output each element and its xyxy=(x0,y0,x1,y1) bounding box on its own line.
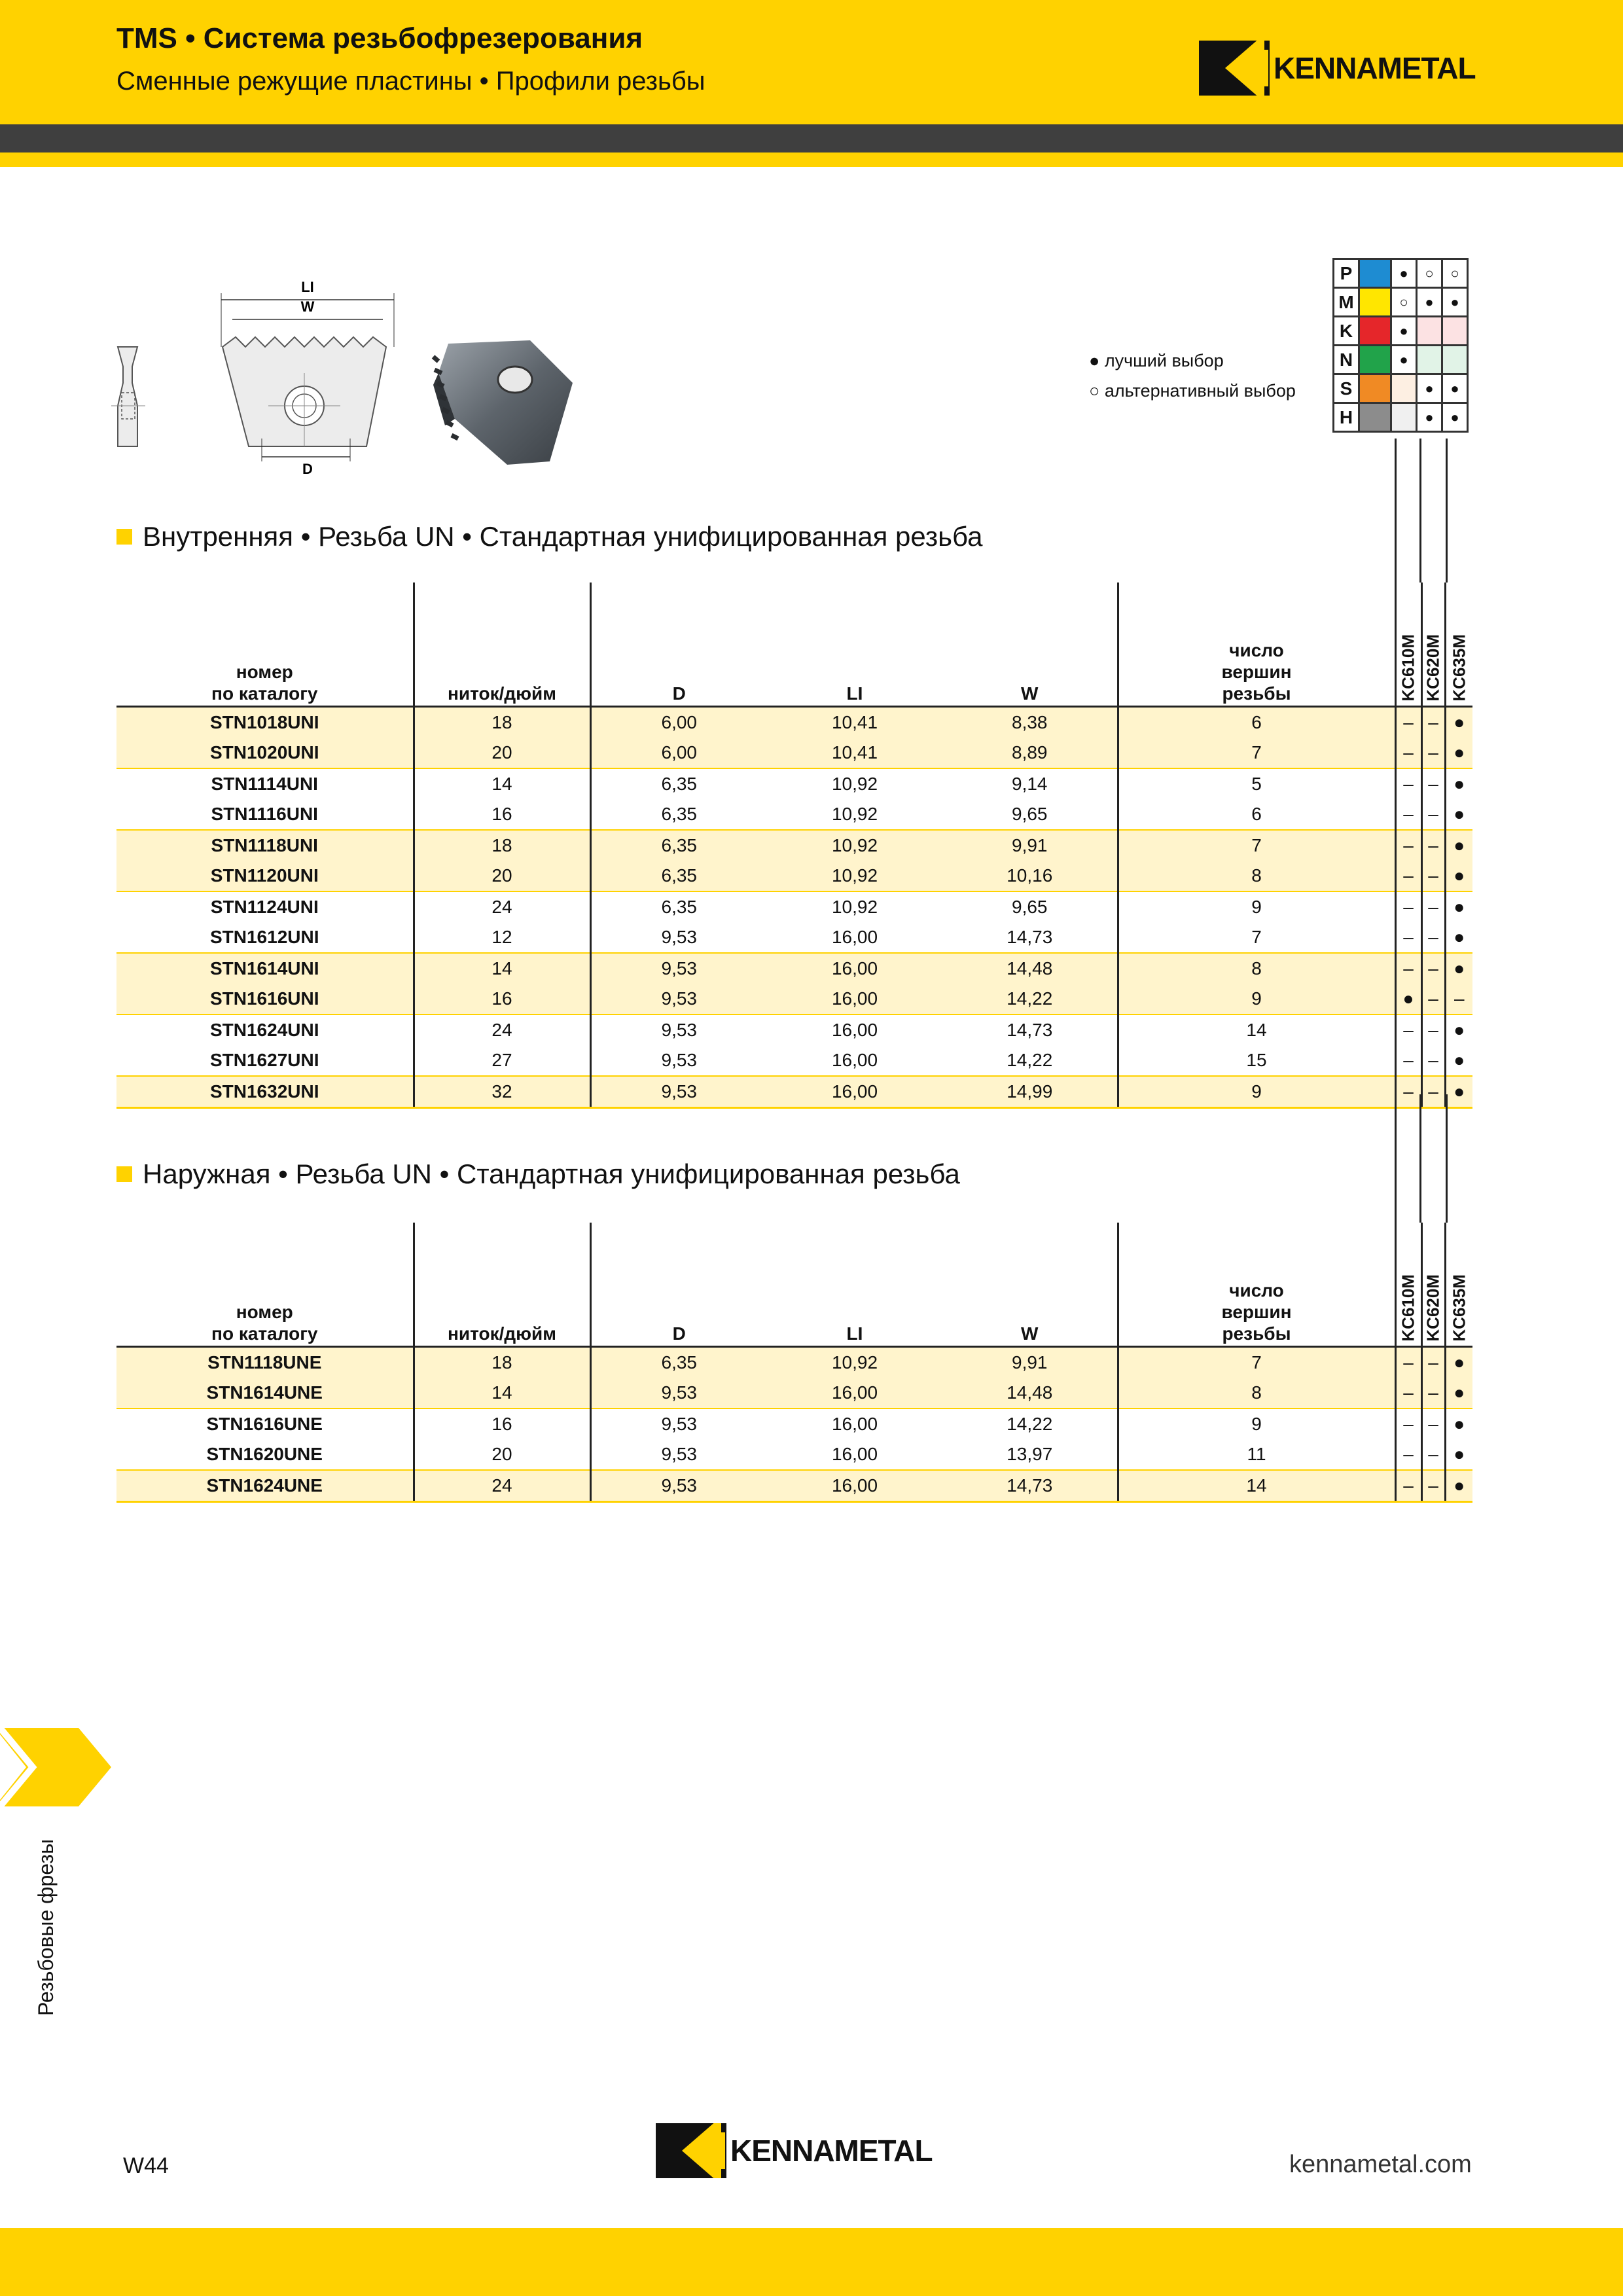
header-yellow-stripe xyxy=(0,152,1623,167)
grade-kc620m: – xyxy=(1421,984,1445,1014)
teeth-count: 9 xyxy=(1118,984,1395,1014)
w-value: 14,22 xyxy=(1007,1414,1053,1434)
material-row xyxy=(1334,317,1468,346)
threads-per-inch: 14 xyxy=(414,953,590,984)
grade-kc635m: ● xyxy=(1445,830,1472,861)
grade-kc620m: – xyxy=(1421,830,1445,861)
col-teeth-line3: резьбы xyxy=(1222,683,1291,704)
material-row xyxy=(1334,403,1468,432)
catalog-number: STN1124UNI xyxy=(210,897,319,917)
col-header-kc635m: KC635M xyxy=(1445,1223,1472,1347)
grade-kc635m: – xyxy=(1445,984,1472,1014)
table-row xyxy=(116,1014,1472,1045)
legend xyxy=(1089,346,1296,406)
table-row xyxy=(116,1378,1472,1408)
grade-kc635m: ● xyxy=(1445,891,1472,922)
grade-kc635m: ● xyxy=(1445,1378,1472,1408)
website-link[interactable]: kennametal.com xyxy=(1289,2151,1472,2178)
grade-kc635m: ● xyxy=(1445,861,1472,891)
d-value: 9,53 xyxy=(590,1439,767,1470)
catalog-number: STN1116UNI xyxy=(116,799,414,830)
table-row xyxy=(116,1347,1472,1378)
d-value: 9,53 xyxy=(590,1470,767,1502)
table-row xyxy=(116,738,1472,768)
col-header-kc635m: KC635M xyxy=(1445,583,1472,707)
yellow-square-icon xyxy=(116,529,132,545)
grade-kc610m: – xyxy=(1395,1076,1421,1108)
filled-dot-icon: ● xyxy=(1089,351,1105,370)
catalog-number: STN1632UNI xyxy=(116,1076,414,1108)
legend-best-label: лучший выбор xyxy=(1104,351,1224,370)
threads-per-inch: 16 xyxy=(414,984,590,1014)
li-value: 10,92 xyxy=(767,799,942,830)
li-value: 10,92 xyxy=(767,861,942,891)
grade-kc635m: ● xyxy=(1445,953,1472,984)
col-header-w: W xyxy=(942,1223,1118,1347)
d-value: 6,35 xyxy=(590,891,767,922)
w-value: 13,97 xyxy=(942,1439,1118,1470)
catalog-number: STN1118UNE xyxy=(116,1347,414,1378)
col-header-d: D xyxy=(590,1223,767,1347)
teeth-count: 7 xyxy=(1118,738,1395,768)
material-color-swatch xyxy=(1359,259,1391,288)
grade-kc620m: – xyxy=(1421,1045,1445,1076)
grade-kc610m: – xyxy=(1395,830,1421,861)
grade-kc610m: – xyxy=(1395,1408,1421,1439)
w-value: 9,65 xyxy=(942,799,1118,830)
col-header-tpi: ниток/дюйм xyxy=(414,583,590,707)
material-grade-mark: ● xyxy=(1442,288,1468,317)
li-value: 10,92 xyxy=(767,1347,942,1378)
catalog-number: STN1614UNE xyxy=(116,1378,414,1408)
li-value: 10,41 xyxy=(767,738,942,768)
catalog-number: STN1616UNI xyxy=(116,984,414,1014)
d-value: 6,35 xyxy=(590,830,767,861)
li-value: 16,00 xyxy=(767,1378,942,1408)
col-header-teeth xyxy=(1118,583,1395,707)
material-color-swatch xyxy=(1359,317,1391,346)
grade-divider-line xyxy=(1419,1094,1421,1223)
table-row xyxy=(116,799,1472,830)
material-row xyxy=(1334,346,1468,374)
teeth-count: 8 xyxy=(1118,1378,1395,1408)
grade-kc635m: ● xyxy=(1445,1470,1472,1502)
grade-divider-line xyxy=(1395,439,1397,583)
table-row xyxy=(116,891,1472,922)
grade-kc610m: – xyxy=(1395,1378,1421,1408)
table-row xyxy=(116,707,1472,738)
material-code: M xyxy=(1334,288,1359,317)
section-tab-arrow-icon[interactable] xyxy=(0,1728,111,1806)
material-row xyxy=(1334,259,1468,288)
material-code: K xyxy=(1334,317,1359,346)
footer-logo-text: KENNAMETAL xyxy=(730,2134,933,2168)
insert-side-view-drawing xyxy=(111,347,145,446)
li-value: 10,41 xyxy=(767,707,942,738)
threads-per-inch: 16 xyxy=(414,799,590,830)
table-row xyxy=(116,768,1472,799)
legend-alt-label: альтернативный выбор xyxy=(1104,381,1296,401)
d-value: 6,00 xyxy=(590,738,767,768)
col-teeth-line2: вершин xyxy=(1221,1302,1292,1322)
threads-per-inch: 20 xyxy=(414,738,590,768)
grade-kc635m: ● xyxy=(1445,1408,1472,1439)
teeth-count: 14 xyxy=(1118,1470,1395,1502)
teeth-count: 9 xyxy=(1118,1408,1395,1439)
col-header-d: D xyxy=(590,583,767,707)
col-teeth-line1: число xyxy=(1229,1280,1284,1300)
w-value: 8,89 xyxy=(942,738,1118,768)
material-matrix xyxy=(1332,258,1469,433)
col-teeth-line2: вершин xyxy=(1221,662,1292,682)
d-value: 6,35 xyxy=(590,768,767,799)
table-row xyxy=(116,861,1472,891)
grade-kc620m: – xyxy=(1421,1347,1445,1378)
li-value: 16,00 xyxy=(767,953,942,984)
material-grade-mark: ○ xyxy=(1442,259,1468,288)
open-dot-icon: ○ xyxy=(1089,381,1105,401)
d-value: 9,53 xyxy=(590,1045,767,1076)
yellow-square-icon xyxy=(116,1166,132,1182)
li-value: 16,00 xyxy=(767,1045,942,1076)
material-code: P xyxy=(1334,259,1359,288)
catalog-number: STN1118UNI xyxy=(116,830,414,861)
col-catalog-line2: по каталогу xyxy=(211,683,318,704)
catalog-number: STN1624UNE xyxy=(116,1470,414,1502)
material-grade-mark xyxy=(1442,346,1468,374)
d-value: 9,53 xyxy=(590,922,767,953)
li-value: 16,00 xyxy=(767,1470,942,1502)
threads-per-inch: 24 xyxy=(414,1470,590,1502)
grade-kc610m: ● xyxy=(1395,984,1421,1014)
teeth-count: 9 xyxy=(1118,1076,1395,1108)
grade-kc620m: – xyxy=(1421,891,1445,922)
external-table xyxy=(116,1223,1472,1503)
material-grade-mark: ● xyxy=(1442,374,1468,403)
w-value: 14,73 xyxy=(942,1470,1118,1502)
w-value: 8,38 xyxy=(942,707,1118,738)
grade-divider-line xyxy=(1395,1094,1397,1223)
w-value: 9,91 xyxy=(942,1347,1118,1378)
material-row xyxy=(1334,288,1468,317)
teeth-count: 7 xyxy=(1118,1347,1395,1378)
table-row xyxy=(116,1045,1472,1076)
grade-kc620m: – xyxy=(1421,1378,1445,1408)
w-value: 9,14 xyxy=(1012,774,1048,794)
threads-per-inch: 27 xyxy=(414,1045,590,1076)
teeth-count: 6 xyxy=(1118,799,1395,830)
grade-kc635m: ● xyxy=(1445,1076,1472,1108)
table-row xyxy=(116,1470,1472,1502)
table-row xyxy=(116,984,1472,1014)
d-value: 9,53 xyxy=(590,984,767,1014)
grade-divider-line xyxy=(1446,1094,1448,1223)
li-value: 10,92 xyxy=(831,897,878,917)
catalog-number: STN1620UNE xyxy=(116,1439,414,1470)
d-value: 6,00 xyxy=(590,707,767,738)
footer-kennametal-logo[interactable] xyxy=(656,2123,933,2178)
internal-table xyxy=(116,583,1472,1109)
material-grade-mark xyxy=(1391,403,1417,432)
material-grade-mark xyxy=(1417,346,1442,374)
threads-per-inch: 24 xyxy=(414,1014,590,1045)
col-header-li: LI xyxy=(767,583,942,707)
grade-kc610m: – xyxy=(1395,799,1421,830)
grade-kc610m: – xyxy=(1395,1347,1421,1378)
grade-kc610m: – xyxy=(1395,1439,1421,1470)
col-header-w: W xyxy=(942,583,1118,707)
grade-kc635m: ● xyxy=(1445,799,1472,830)
col-header-kc610m: KC610M xyxy=(1395,1223,1421,1347)
dim-d-label: D xyxy=(302,461,313,477)
teeth-count: 5 xyxy=(1118,768,1395,799)
teeth-count: 8 xyxy=(1118,861,1395,891)
teeth-count: 8 xyxy=(1118,953,1395,984)
grade-kc620m: – xyxy=(1421,707,1445,738)
page-subtitle: Сменные режущие пластины • Профили резьбы xyxy=(116,67,705,96)
threads-per-inch: 18 xyxy=(414,830,590,861)
teeth-count: 6 xyxy=(1118,707,1395,738)
kennametal-logo[interactable] xyxy=(1199,41,1476,96)
w-value: 10,16 xyxy=(942,861,1118,891)
material-color-swatch xyxy=(1359,403,1391,432)
grade-divider-line xyxy=(1446,439,1448,583)
teeth-count: 7 xyxy=(1118,922,1395,953)
material-grade-mark xyxy=(1442,317,1468,346)
threads-per-inch: 18 xyxy=(414,707,590,738)
insert-drawings xyxy=(111,275,596,478)
grade-kc635m: ● xyxy=(1445,707,1472,738)
material-code: N xyxy=(1334,346,1359,374)
d-value: 9,53 xyxy=(590,1408,767,1439)
col-header-kc610m: KC610M xyxy=(1395,583,1421,707)
grade-kc635m: ● xyxy=(1445,1014,1472,1045)
table-row xyxy=(116,922,1472,953)
teeth-count: 11 xyxy=(1118,1439,1395,1470)
col-catalog-line2: по каталогу xyxy=(211,1323,318,1344)
grade-kc635m: ● xyxy=(1445,738,1472,768)
col-header-teeth xyxy=(1118,1223,1395,1347)
col-header-li: LI xyxy=(767,1223,942,1347)
w-value: 14,73 xyxy=(1007,1020,1053,1040)
grade-kc620m: – xyxy=(1421,1470,1445,1502)
w-value: 9,65 xyxy=(1012,897,1048,917)
material-row xyxy=(1334,374,1468,403)
d-value: 9,53 xyxy=(590,1014,767,1045)
grade-kc620m: – xyxy=(1421,922,1445,953)
d-value: 6,35 xyxy=(590,1347,767,1378)
logo-text: KENNAMETAL xyxy=(1274,51,1476,85)
w-value: 9,91 xyxy=(942,830,1118,861)
col-teeth-line1: число xyxy=(1229,640,1284,660)
insert-3d-image xyxy=(433,340,573,465)
page-title: TMS • Система резьбофрезерования xyxy=(116,22,643,54)
material-grade-mark: ● xyxy=(1417,403,1442,432)
material-grade-mark: ● xyxy=(1417,374,1442,403)
w-value: 14,22 xyxy=(942,1045,1118,1076)
catalog-number: STN1614UNI xyxy=(116,953,414,984)
d-value: 6,35 xyxy=(590,861,767,891)
catalog-number: STN1612UNI xyxy=(116,922,414,953)
col-header-kc620m: KC620M xyxy=(1421,1223,1445,1347)
grade-kc620m: – xyxy=(1421,861,1445,891)
d-value: 9,53 xyxy=(590,1378,767,1408)
catalog-number: STN1114UNI xyxy=(211,774,318,794)
section-title-internal: Внутренняя • Резьба UN • Стандартная унифицированная резьба xyxy=(143,521,983,552)
col-header-catalog xyxy=(116,1223,414,1347)
material-grade-mark: ● xyxy=(1391,317,1417,346)
grade-kc635m: ● xyxy=(1445,1045,1472,1076)
grade-kc620m: – xyxy=(1421,1408,1445,1439)
header-dark-stripe xyxy=(0,124,1623,152)
w-value: 14,48 xyxy=(942,953,1118,984)
material-grade-mark: ● xyxy=(1391,346,1417,374)
grade-kc620m: – xyxy=(1421,1014,1445,1045)
catalog-number: STN1616UNE xyxy=(206,1414,323,1434)
col-catalog-line1: номер xyxy=(236,662,293,682)
li-value: 10,92 xyxy=(831,774,878,794)
grade-kc620m: – xyxy=(1421,738,1445,768)
dim-w-label: W xyxy=(300,298,315,315)
teeth-count: 7 xyxy=(1118,830,1395,861)
material-color-swatch xyxy=(1359,288,1391,317)
legend-best xyxy=(1089,346,1296,376)
material-code: S xyxy=(1334,374,1359,403)
table-row xyxy=(116,830,1472,861)
d-value: 6,35 xyxy=(590,799,767,830)
threads-per-inch: 20 xyxy=(414,861,590,891)
grade-divider-line xyxy=(1419,439,1421,583)
grade-kc610m: – xyxy=(1395,891,1421,922)
threads-per-inch: 14 xyxy=(414,768,590,799)
li-value: 16,00 xyxy=(831,1414,878,1434)
w-value: 14,22 xyxy=(942,984,1118,1014)
w-value: 14,99 xyxy=(942,1076,1118,1108)
grade-kc610m: – xyxy=(1395,1470,1421,1502)
table-row xyxy=(116,1408,1472,1439)
table-row xyxy=(116,1439,1472,1470)
grade-kc610m: – xyxy=(1395,922,1421,953)
grade-kc635m: ● xyxy=(1445,1439,1472,1470)
grade-kc620m: – xyxy=(1421,799,1445,830)
table-row xyxy=(116,953,1472,984)
material-grade-mark: ○ xyxy=(1391,288,1417,317)
threads-per-inch: 20 xyxy=(414,1439,590,1470)
li-value: 10,92 xyxy=(767,830,942,861)
material-grade-mark xyxy=(1417,317,1442,346)
material-grade-mark: ● xyxy=(1391,259,1417,288)
li-value: 16,00 xyxy=(767,1076,942,1108)
teeth-count: 14 xyxy=(1118,1014,1395,1045)
insert-front-view-drawing xyxy=(221,279,394,477)
table-row xyxy=(116,1076,1472,1108)
li-value: 16,00 xyxy=(767,922,942,953)
material-grade-mark: ○ xyxy=(1417,259,1442,288)
grade-kc610m: – xyxy=(1395,1045,1421,1076)
side-tab-label: Резьбовые фрезы xyxy=(34,1839,58,2016)
grade-kc610m: – xyxy=(1395,768,1421,799)
catalog-number: STN1627UNI xyxy=(116,1045,414,1076)
d-value: 9,53 xyxy=(590,953,767,984)
teeth-count: 15 xyxy=(1118,1045,1395,1076)
grade-kc635m: ● xyxy=(1445,768,1472,799)
material-grade-mark: ● xyxy=(1442,403,1468,432)
grade-kc620m: – xyxy=(1421,1076,1445,1108)
footer-band xyxy=(0,2228,1623,2296)
material-color-swatch xyxy=(1359,374,1391,403)
material-code: H xyxy=(1334,403,1359,432)
grade-kc620m: – xyxy=(1421,1439,1445,1470)
li-value: 16,00 xyxy=(767,1439,942,1470)
page-number: W44 xyxy=(123,2153,169,2178)
col-teeth-line3: резьбы xyxy=(1222,1323,1291,1344)
material-grade-mark xyxy=(1391,374,1417,403)
kennametal-k-icon xyxy=(656,2123,726,2178)
catalog-number: STN1018UNI xyxy=(116,707,414,738)
catalog-number: STN1624UNI xyxy=(209,1020,319,1040)
section-title-external: Наружная • Резьба UN • Стандартная унифицированная резьба xyxy=(143,1158,960,1189)
grade-kc620m: – xyxy=(1421,768,1445,799)
threads-per-inch: 16 xyxy=(414,1408,590,1439)
threads-per-inch: 32 xyxy=(414,1076,590,1108)
section-heading-external xyxy=(116,1158,960,1190)
material-grade-mark: ● xyxy=(1417,288,1442,317)
grade-kc610m: – xyxy=(1395,861,1421,891)
teeth-count: 9 xyxy=(1118,891,1395,922)
col-header-kc620m: KC620M xyxy=(1421,583,1445,707)
li-value: 16,00 xyxy=(831,1020,878,1040)
grade-kc635m: ● xyxy=(1445,922,1472,953)
dim-li-label: LI xyxy=(301,279,314,295)
grade-kc635m: ● xyxy=(1445,1347,1472,1378)
threads-per-inch: 14 xyxy=(414,1378,590,1408)
catalog-number: STN1120UNI xyxy=(116,861,414,891)
d-value: 9,53 xyxy=(590,1076,767,1108)
grade-kc610m: – xyxy=(1395,738,1421,768)
w-value: 14,73 xyxy=(942,922,1118,953)
li-value: 16,00 xyxy=(767,984,942,1014)
grade-kc610m: – xyxy=(1395,1014,1421,1045)
grade-kc610m: – xyxy=(1395,953,1421,984)
legend-alt xyxy=(1089,376,1296,406)
kennametal-k-icon xyxy=(1199,41,1270,96)
grade-kc610m: – xyxy=(1395,707,1421,738)
col-catalog-line1: номер xyxy=(236,1302,293,1322)
threads-per-inch: 24 xyxy=(414,891,590,922)
grade-kc620m: – xyxy=(1421,953,1445,984)
col-header-tpi: ниток/дюйм xyxy=(414,1223,590,1347)
threads-per-inch: 18 xyxy=(414,1347,590,1378)
w-value: 14,48 xyxy=(942,1378,1118,1408)
material-color-swatch xyxy=(1359,346,1391,374)
threads-per-inch: 12 xyxy=(414,922,590,953)
col-header-catalog xyxy=(116,583,414,707)
catalog-number: STN1020UNI xyxy=(116,738,414,768)
section-heading-internal xyxy=(116,521,982,552)
